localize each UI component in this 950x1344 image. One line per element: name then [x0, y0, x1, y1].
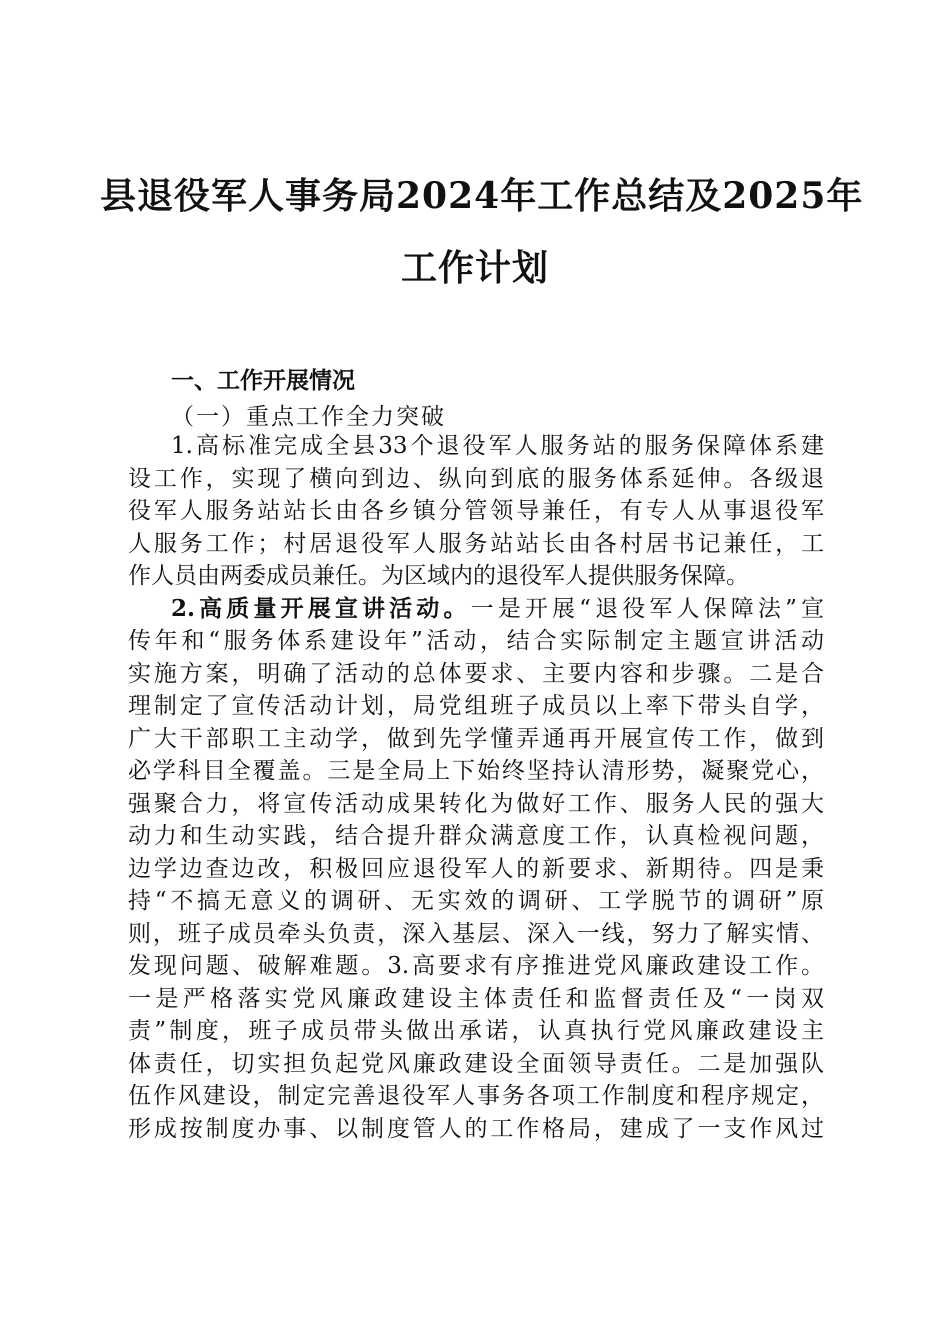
- paragraph-line: 则，班子成员牵头负责，深入基层、深入一线，努力了解实情、: [128, 920, 824, 947]
- document-title-line-2: 工作计划: [400, 247, 549, 289]
- paragraph-line: 发现问题、破解难题。3.高要求有序推进党风廉政建设工作。: [128, 953, 824, 979]
- paragraph-line: 形成按制度办事、以制度管人的工作格局，建成了一支作风过: [128, 1115, 824, 1142]
- paragraph-line: 一是严格落实党风廉政建设主体责任和监督责任及“一岗双: [128, 985, 824, 1012]
- paragraph-line: 人服务工作；村居退役军人服务站站长由各村居书记兼任，工: [128, 530, 824, 557]
- paragraph-line: 实施方案，明确了活动的总体要求、主要内容和步骤。二是合: [128, 660, 824, 687]
- paragraph-line: 必学科目全覆盖。三是全局上下始终坚持认清形势，凝聚党心，: [128, 758, 824, 784]
- paragraph-line: 责”制度，班子成员带头做出承诺，认真执行党风廉政建设主: [128, 1018, 824, 1044]
- paragraph-line: 体责任，切实担负起党风廉政建设全面领导责任。二是加强队: [128, 1050, 824, 1077]
- paragraph-line: 役军人服务站站长由各乡镇分管领导兼任，有专人从事退役军: [128, 498, 824, 524]
- document-body: [128, 430, 824, 1145]
- paragraph-lead: 2.高质量开展宣讲活动。: [171, 594, 471, 622]
- paragraph-line: 作人员由两委成员兼任。为区域内的退役军人提供服务保障。: [128, 563, 749, 589]
- paragraph-text: 一是开展“退役军人保障法”宣: [470, 595, 824, 622]
- paragraph-line: 传年和“服务体系建设年”活动，结合实际制定主题宣讲活动: [128, 628, 824, 654]
- paragraph-line: 持“不搞无意义的调研、无实效的调研、工学脱节的调研”原: [128, 888, 824, 914]
- paragraph-line: 1.高标准完成全县33个退役军人服务站的服务保障体系建: [171, 433, 824, 459]
- paragraph-line: 强聚合力，将宣传活动成果转化为做好工作、服务人民的强大: [128, 790, 824, 817]
- paragraph-line: 边学边查边改，积极回应退役军人的新要求、新期待。四是秉: [128, 855, 824, 882]
- paragraph-line: 理制定了宣传活动计划，局党组班子成员以上率下带头自学，: [128, 693, 824, 719]
- paragraph-line: 设工作，实现了横向到边、纵向到底的服务体系延伸。各级退: [128, 465, 824, 492]
- paragraph-line: 动力和生动实践，结合提升群众满意度工作，认真检视问题，: [128, 823, 824, 849]
- document-title-line-1: 县退役军人事务局2024年工作总结及2025年: [100, 175, 864, 217]
- subsection-heading: （一）重点工作全力突破: [171, 404, 446, 430]
- section-heading: 一、工作开展情况: [171, 367, 355, 394]
- paragraph-line: 伍作风建设，制定完善退役军人事务各项工作制度和程序规定，: [128, 1083, 824, 1109]
- paragraph-line: [128, 593, 824, 626]
- paragraph-line: 广大干部职工主动学，做到先学懂弄通再开展宣传工作，做到: [128, 725, 824, 752]
